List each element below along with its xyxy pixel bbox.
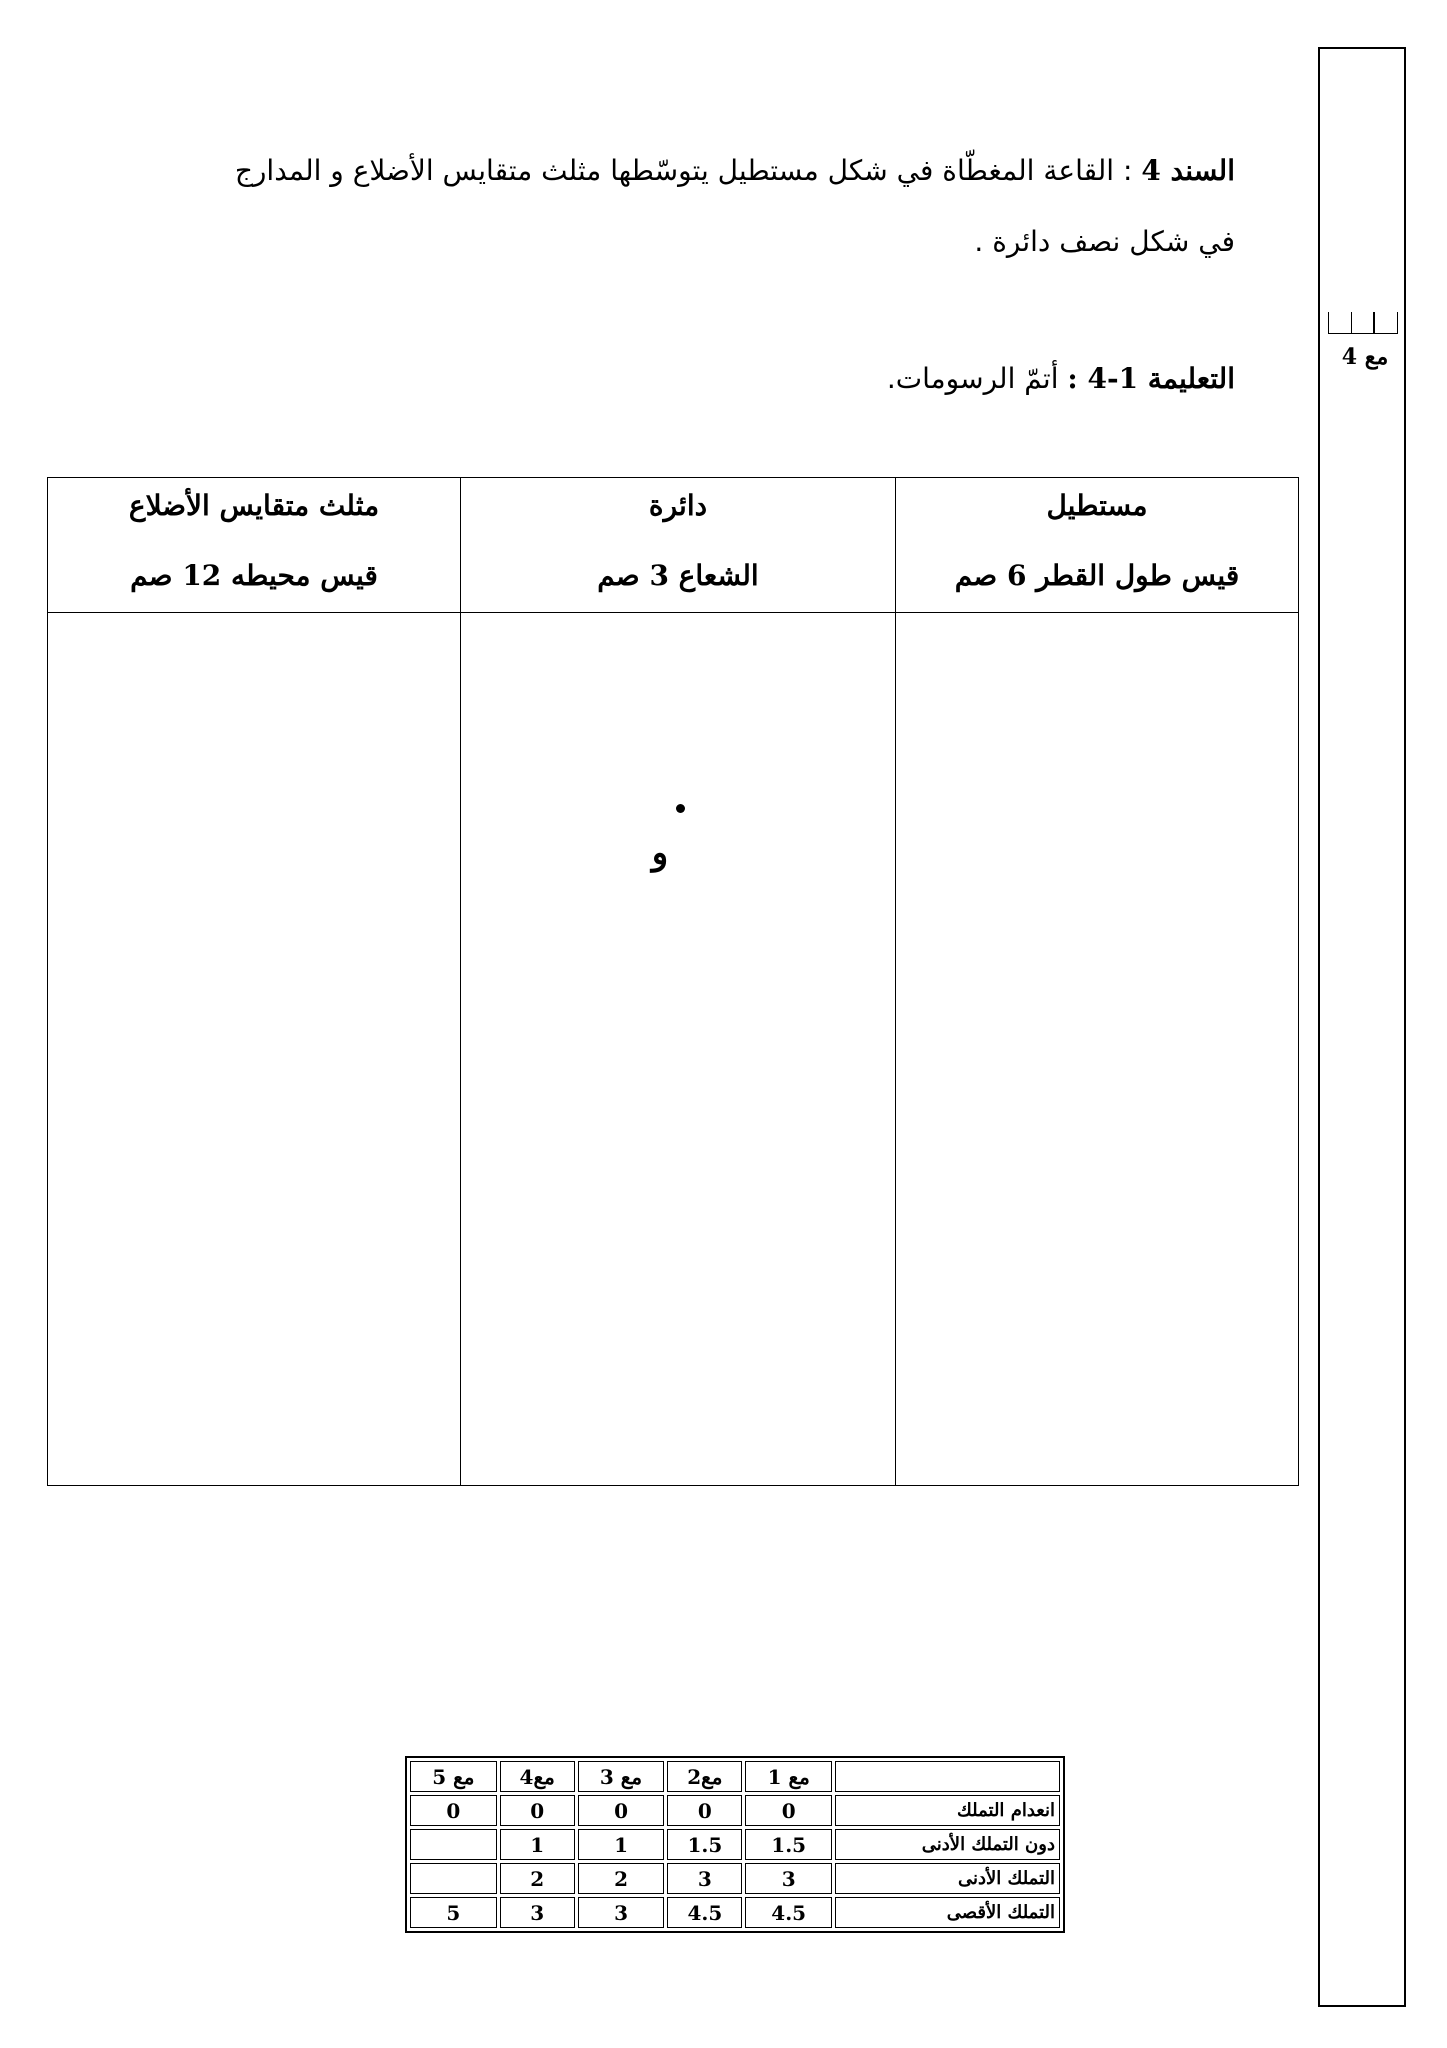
instruction-ref: التعليمة 1-4 : bbox=[1067, 362, 1235, 395]
drawing-area-circle[interactable] bbox=[461, 613, 896, 1486]
document-ref: السند 4 bbox=[1141, 154, 1235, 187]
drawing-area-rectangle[interactable] bbox=[896, 613, 1299, 1486]
grading-header-cell: مع2 bbox=[667, 1761, 742, 1792]
grading-header-cell: مع 5 bbox=[410, 1761, 497, 1792]
grading-cell bbox=[410, 1829, 497, 1860]
grading-cell: 1.5 bbox=[667, 1829, 742, 1860]
drawing-table-header bbox=[48, 478, 1299, 613]
grading-cell: 3 bbox=[667, 1863, 742, 1894]
grading-header-cell: مع4 bbox=[500, 1761, 575, 1792]
score-box bbox=[1351, 312, 1375, 334]
column-title: مثلث متقايس الأضلاع bbox=[128, 489, 380, 522]
grading-header-cell: مع 3 bbox=[578, 1761, 665, 1792]
grading-row bbox=[410, 1829, 1060, 1860]
score-box bbox=[1328, 312, 1352, 334]
column-title: مستطيل bbox=[1046, 489, 1148, 522]
grading-header-cell: مع 1 bbox=[745, 1761, 832, 1792]
drawing-area-triangle[interactable] bbox=[48, 613, 461, 1486]
grading-cell: 3 bbox=[578, 1897, 665, 1928]
drawing-table bbox=[47, 477, 1299, 1486]
column-detail: الشعاع 3 صم bbox=[597, 559, 759, 592]
grading-row-label: انعدام التملك bbox=[835, 1795, 1060, 1826]
grading-row-label: التملك الأقصى bbox=[835, 1897, 1060, 1928]
column-title: دائرة bbox=[648, 489, 708, 522]
paragraph-line-1 bbox=[175, 152, 1235, 190]
grading-cell: 2 bbox=[500, 1863, 575, 1894]
grading-cell: 1 bbox=[578, 1829, 665, 1860]
grading-header-cell bbox=[835, 1761, 1060, 1792]
column-header bbox=[461, 478, 896, 613]
grading-row-label: التملك الأدنى bbox=[835, 1863, 1060, 1894]
grading-row bbox=[410, 1863, 1060, 1894]
grading-cell bbox=[410, 1863, 497, 1894]
instruction-text: أتمّ الرسومات. bbox=[886, 362, 1068, 395]
grading-cell: 1.5 bbox=[745, 1829, 832, 1860]
grading-cell: 4.5 bbox=[667, 1897, 742, 1928]
margin-box bbox=[1318, 47, 1406, 2007]
grading-cell: 0 bbox=[667, 1795, 742, 1826]
grading-cell: 0 bbox=[745, 1795, 832, 1826]
drawing-table-body bbox=[48, 613, 1299, 1486]
grading-row bbox=[410, 1897, 1060, 1928]
column-header bbox=[896, 478, 1299, 613]
grading-row-label: دون التملك الأدنى bbox=[835, 1829, 1060, 1860]
grading-cell: 1 bbox=[500, 1829, 575, 1860]
score-label: مع 4 bbox=[1341, 344, 1389, 370]
circle-center-label: و bbox=[651, 833, 669, 873]
column-header bbox=[48, 478, 461, 613]
grading-cell: 2 bbox=[578, 1863, 665, 1894]
grading-cell: 3 bbox=[745, 1863, 832, 1894]
paragraph-text: : القاعة المغطّاة في شكل مستطيل يتوسّطها مثلث متقايس الأضلاع و المدارج bbox=[234, 154, 1142, 187]
grading-cell: 5 bbox=[410, 1897, 497, 1928]
circle-center-point bbox=[676, 804, 685, 813]
column-detail: قيس طول القطر 6 صم bbox=[954, 559, 1240, 592]
instruction bbox=[175, 360, 1235, 398]
paragraph-line-2: في شكل نصف دائرة . bbox=[974, 225, 1235, 258]
grading-cell: 0 bbox=[410, 1795, 497, 1826]
grading-cell: 4.5 bbox=[745, 1897, 832, 1928]
score-boxes bbox=[1328, 312, 1396, 334]
grading-cell: 3 bbox=[500, 1897, 575, 1928]
grading-table bbox=[405, 1756, 1065, 1933]
grading-cell: 0 bbox=[578, 1795, 665, 1826]
grading-cell: 0 bbox=[500, 1795, 575, 1826]
grading-header-row bbox=[410, 1761, 1060, 1792]
column-detail: قيس محيطه 12 صم bbox=[130, 559, 378, 592]
score-box bbox=[1373, 312, 1397, 334]
grading-row bbox=[410, 1795, 1060, 1826]
